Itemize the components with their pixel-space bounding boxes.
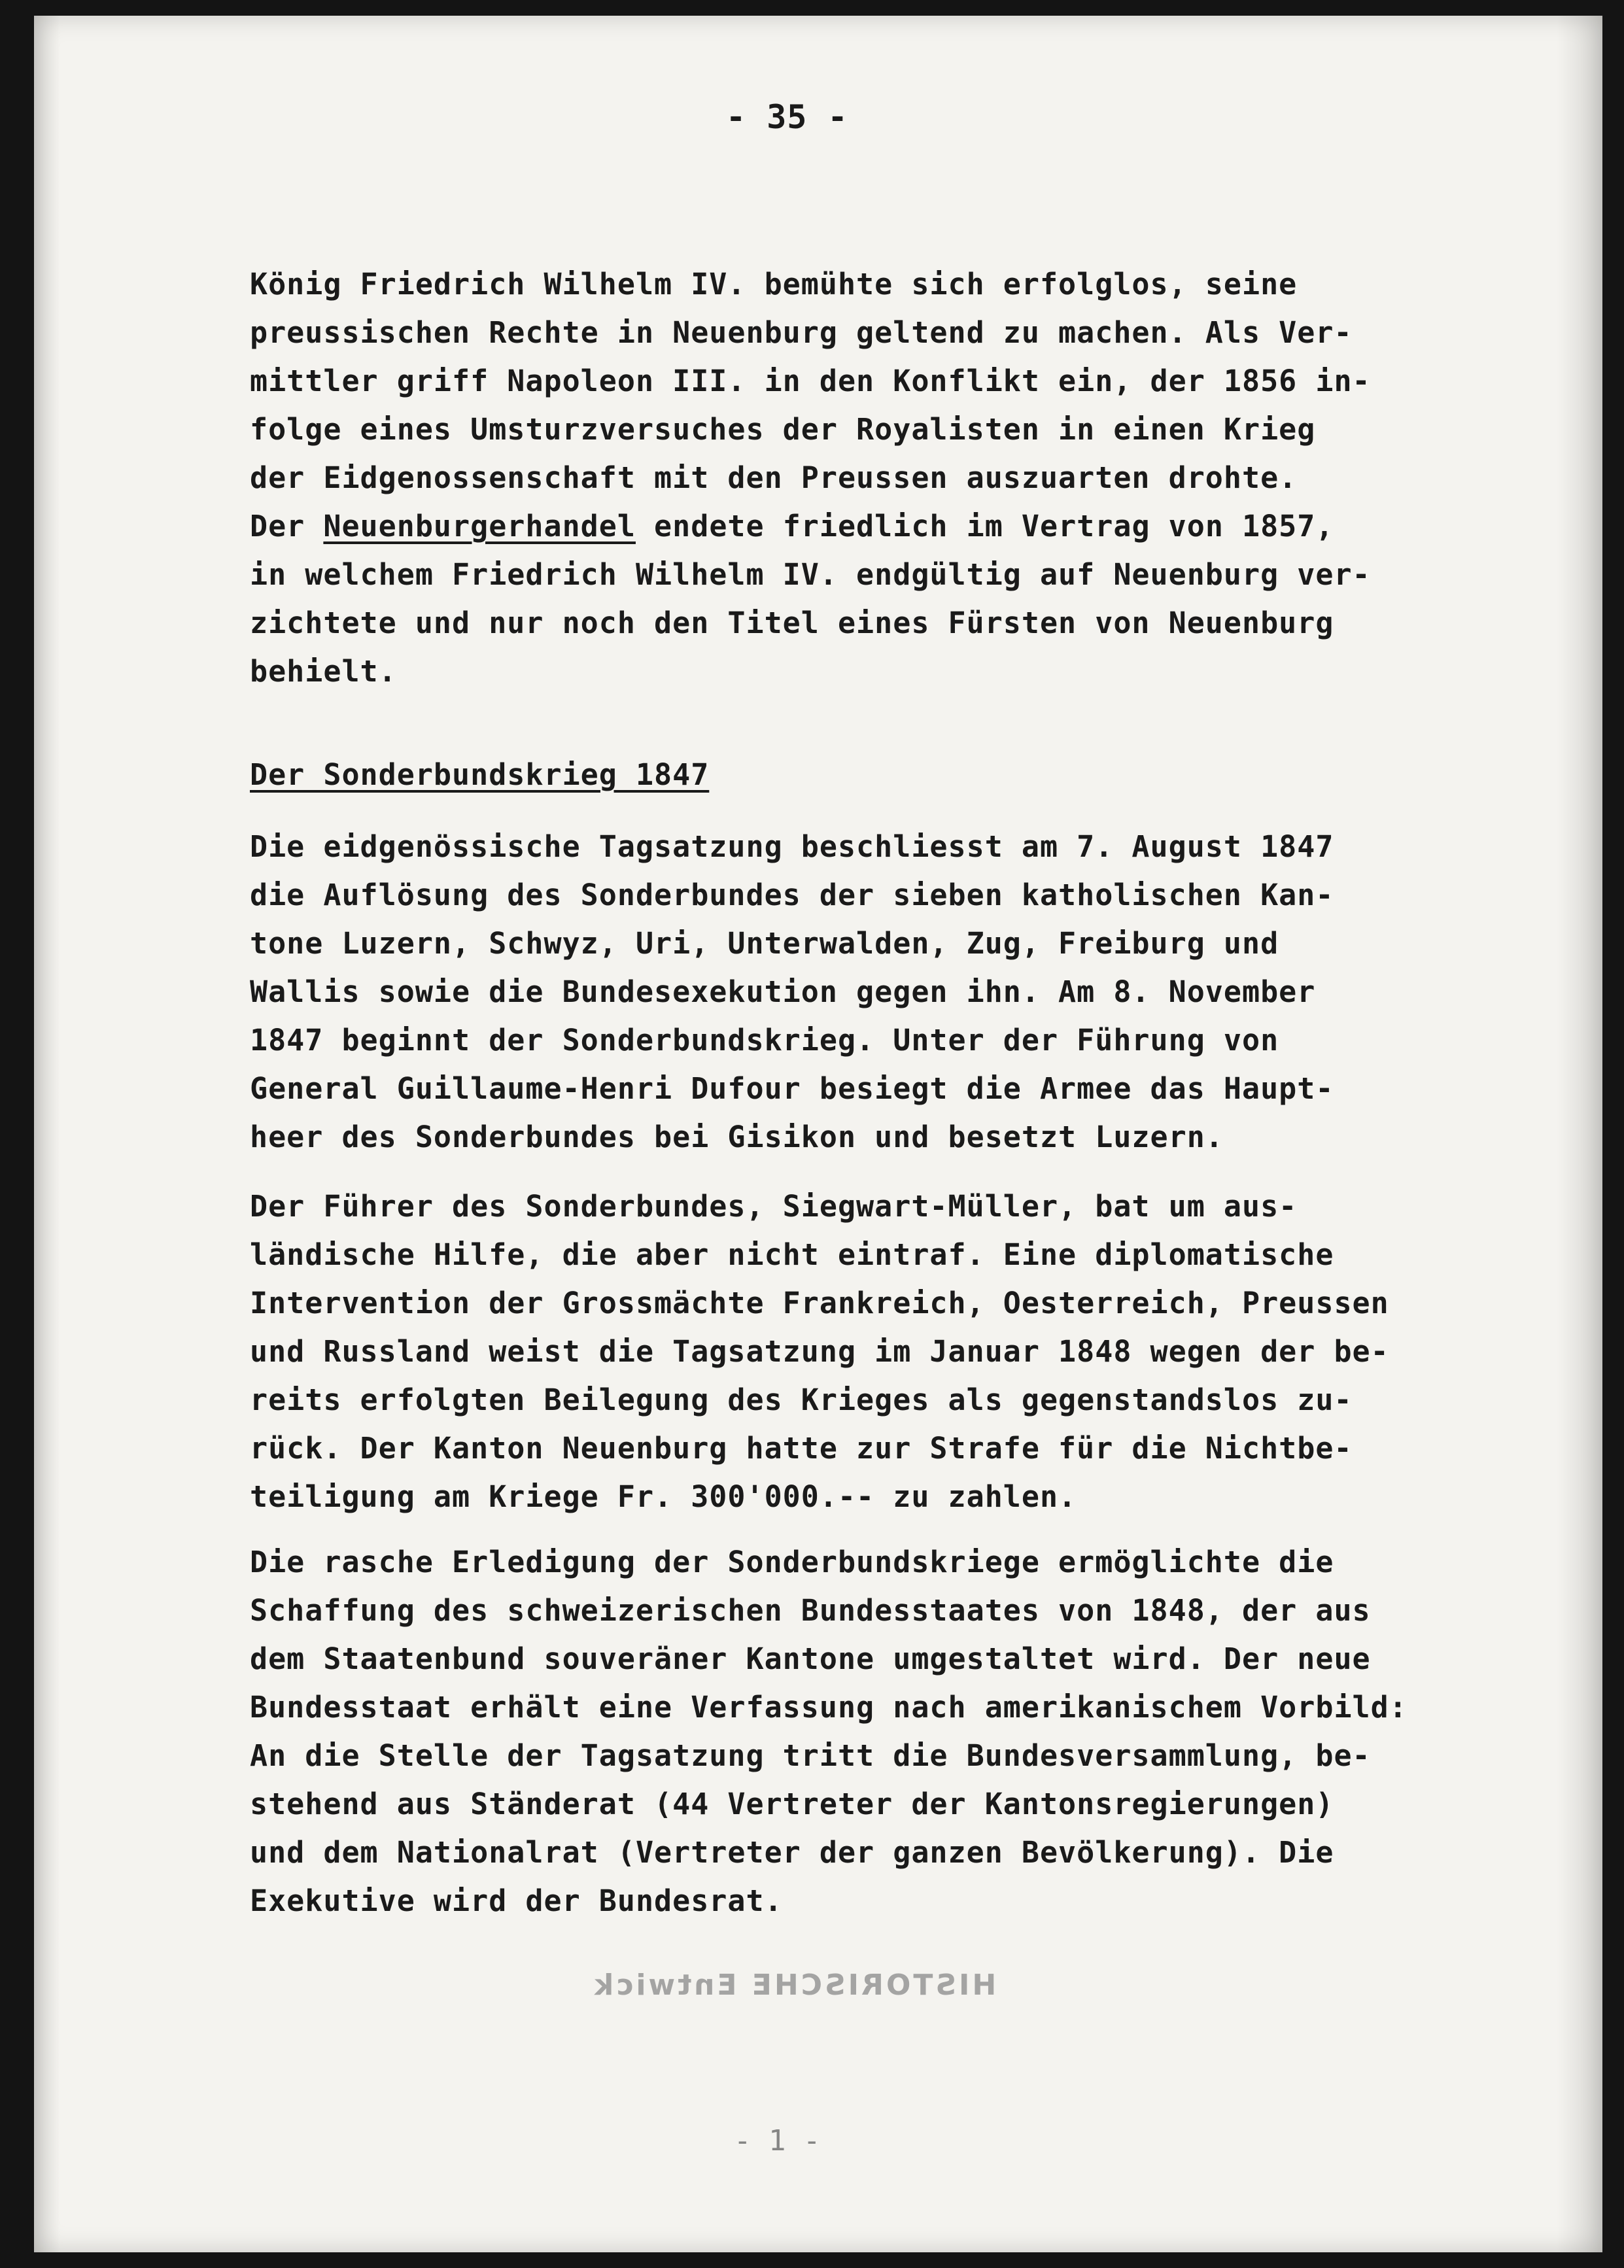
- paragraph-line: Exekutive wird der Bundesrat.: [250, 1883, 783, 1918]
- paragraph-line: tone Luzern, Schwyz, Uri, Unterwalden, Zug, Freiburg und: [250, 926, 1279, 961]
- paragraph-line: An die Stelle der Tagsatzung tritt die Bundesversammlung, be-: [250, 1738, 1371, 1773]
- paragraph-line: Die eidgenössische Tagsatzung beschliesst am 7. August 1847: [250, 829, 1334, 864]
- section-heading: Der Sonderbundskrieg 1847: [250, 757, 710, 792]
- paragraph-line: teiligung am Kriege Fr. 300'000.-- zu zahlen.: [250, 1479, 1077, 1514]
- paragraph-line: Wallis sowie die Bundesexekution gegen ihn. Am 8. November: [250, 974, 1316, 1009]
- line-prefix: Der: [250, 509, 324, 543]
- paragraph-siegwart-mueller: [250, 1182, 1545, 1521]
- paragraph-line: General Guillaume-Henri Dufour besiegt die Armee das Haupt-: [250, 1071, 1334, 1106]
- paragraph-line: dem Staatenbund souveräner Kantone umgestaltet wird. Der neue: [250, 1641, 1371, 1676]
- paragraph-line: folge eines Umsturzversuches der Royalisten in einen Krieg: [250, 412, 1316, 447]
- paragraph-line: ländische Hilfe, die aber nicht eintraf. Eine diplomatische: [250, 1237, 1334, 1272]
- paragraph-line: Die rasche Erledigung der Sonderbundskriege ermöglichte die: [250, 1545, 1334, 1579]
- paragraph-line: behielt.: [250, 654, 397, 689]
- paragraph-line: stehend aus Ständerat (44 Vertreter der Kantonsregierungen): [250, 1787, 1334, 1821]
- paper-right-shadow: [1557, 16, 1602, 2252]
- paragraph-line: zichtete und nur noch den Titel eines Fürsten von Neuenburg: [250, 606, 1334, 640]
- paragraph-line: mittler griff Napoleon III. in den Konflikt ein, der 1856 in-: [250, 364, 1371, 398]
- paragraph-bundesstaat: [250, 1538, 1545, 1925]
- paragraph-line: Der Führer des Sonderbundes, Siegwart-Müller, bat um aus-: [250, 1189, 1298, 1224]
- paragraph-line: heer des Sonderbundes bei Gisikon und besetzt Luzern.: [250, 1120, 1224, 1154]
- paragraph-line: und Russland weist die Tagsatzung im Januar 1848 wegen der be-: [250, 1334, 1389, 1369]
- paragraph-line: und dem Nationalrat (Vertreter der ganzen Bevölkerung). Die: [250, 1835, 1334, 1870]
- paragraph-line: Bundesstaat erhält eine Verfassung nach amerikanischem Vorbild:: [250, 1690, 1408, 1725]
- paragraph-sonderbundskrieg: [250, 823, 1545, 1161]
- paragraph-line: in welchem Friedrich Wilhelm IV. endgültig auf Neuenburg ver-: [250, 557, 1371, 592]
- paragraph-line: preussischen Rechte in Neuenburg geltend zu machen. Als Ver-: [250, 315, 1353, 350]
- bleedthrough-page-mark: - 1 -: [734, 2124, 821, 2157]
- paragraph-line: die Auflösung des Sonderbundes der sieben katholischen Kan-: [250, 878, 1334, 912]
- paragraph-neuenburg: [250, 260, 1545, 696]
- paragraph-line: der Eidgenossenschaft mit den Preussen auszuarten drohte.: [250, 460, 1298, 495]
- underlined-term-neuenburgerhandel: Neuenburgerhandel: [323, 509, 636, 543]
- paragraph-line: reits erfolgten Beilegung des Krieges als gegenstandslos zu-: [250, 1383, 1353, 1417]
- paragraph-line: 1847 beginnt der Sonderbundskrieg. Unter der Führung von: [250, 1023, 1279, 1057]
- paragraph-line: Intervention der Grossmächte Frankreich, Oesterreich, Preussen: [250, 1286, 1389, 1320]
- line-remainder: endete friedlich im Vertrag von 1857,: [654, 509, 1334, 543]
- page-number: - 35 -: [726, 98, 848, 136]
- mirrored-bleedthrough-stamp: HISTORISCHE Entwick: [592, 1968, 997, 2002]
- paragraph-line: Schaffung des schweizerischen Bundesstaates von 1848, der aus: [250, 1593, 1371, 1628]
- paragraph-line: König Friedrich Wilhelm IV. bemühte sich erfolglos, seine: [250, 267, 1298, 301]
- paper-left-shadow: [34, 16, 60, 2252]
- paragraph-line-with-term: [250, 502, 1545, 551]
- paragraph-line: rück. Der Kanton Neuenburg hatte zur Strafe für die Nichtbe-: [250, 1431, 1353, 1466]
